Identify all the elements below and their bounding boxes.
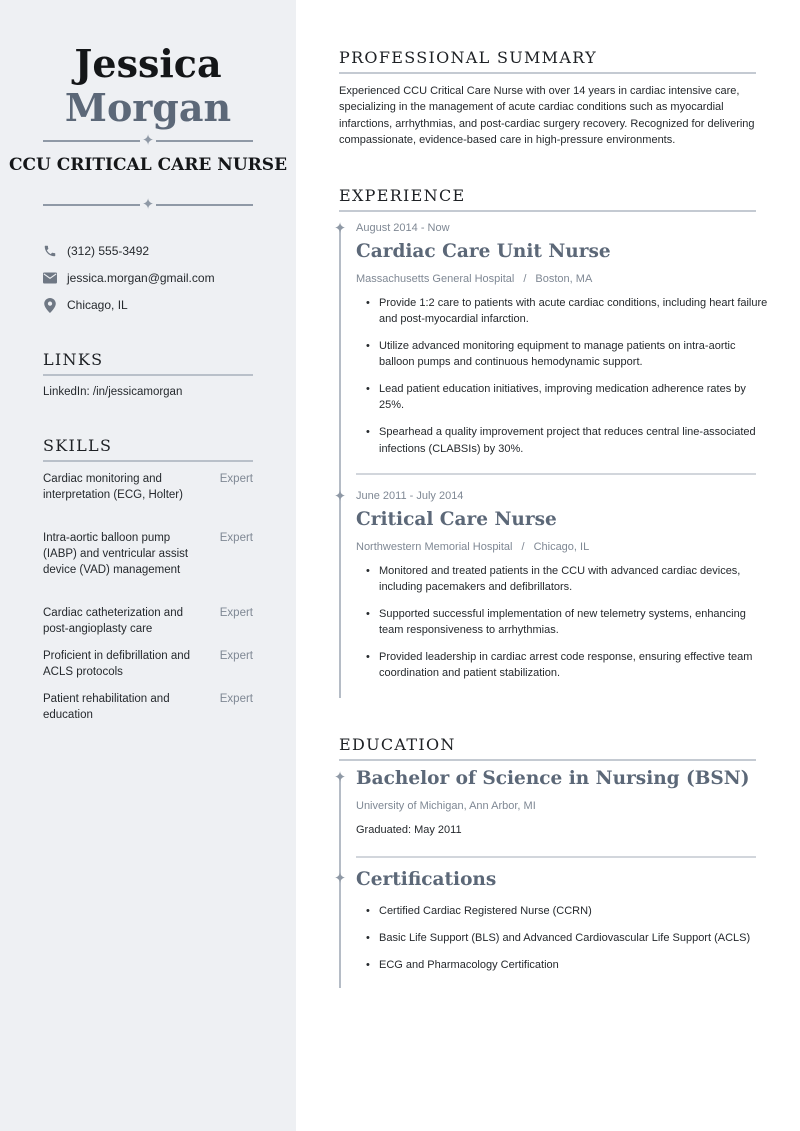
job-location: Boston, MA (535, 273, 593, 285)
envelope-icon (43, 271, 57, 285)
skill-name: Intra-aortic balloon pump (IABP) and ventricular assist device (VAD) management (43, 532, 189, 577)
list-item: • Spearhead a quality improvement project that reduces central line-associated infections (CLABSIs) by 30%. (366, 424, 771, 457)
experience-rule (339, 210, 756, 212)
job-title: CCU CRITICAL CARE NURSE (8, 155, 288, 175)
phone-icon (43, 244, 57, 258)
skills-rule (43, 460, 253, 462)
contact-email[interactable] (43, 269, 215, 287)
title-divider-bottom (43, 196, 253, 213)
sidebar (0, 0, 296, 1131)
last-name: Morgan (64, 85, 232, 130)
skill-item (43, 471, 253, 503)
certifications-heading: Certifications (356, 869, 497, 890)
skill-item (43, 691, 253, 723)
job-divider (356, 473, 756, 475)
skill-name: Cardiac monitoring and interpretation (ECG, Holter) (43, 473, 183, 502)
education-divider (356, 856, 756, 858)
experience-timeline (339, 228, 341, 698)
list-item: • Lead patient education initiatives, improving medication adherence rates by 25%. (366, 381, 771, 414)
job-location: Chicago, IL (533, 541, 590, 553)
job-employer-line: Northwestern Memorial Hospital / Chicago, IL (356, 541, 590, 553)
four-point-star-icon: ✦ (141, 196, 155, 213)
job-role: Cardiac Care Unit Nurse (356, 241, 611, 262)
job-dates: August 2014 - Now (356, 222, 450, 234)
contact-phone[interactable] (43, 242, 149, 260)
location-text: Chicago, IL (67, 298, 128, 312)
school-name: University of Michigan, Ann Arbor, MI (356, 800, 536, 812)
job-employer: Massachusetts General Hospital (356, 273, 515, 285)
skill-level: Expert (219, 650, 253, 662)
skill-item (43, 648, 253, 680)
skill-level: Expert (219, 532, 253, 544)
list-item: • Provided leadership in cardiac arrest code response, ensuring effective team coordination and patient stabilization. (366, 649, 771, 682)
skill-level: Expert (219, 607, 253, 619)
job-bullets (366, 563, 771, 682)
skill-item (43, 605, 253, 637)
skill-name: Proficient in defibrillation and ACLS protocols (43, 650, 191, 679)
summary-heading: PROFESSIONAL SUMMARY (339, 48, 597, 67)
job-bullets (366, 295, 771, 457)
list-item: • Utilize advanced monitoring equipment to manage patients on intra-aortic balloon pumps and continuous hemodynamic support. (366, 338, 771, 371)
title-divider-top (43, 132, 253, 149)
phone-text: (312) 555-3492 (67, 244, 150, 258)
summary-text: Experienced CCU Critical Care Nurse with over 14 years in cardiac intensive care, specializing in the management of acute cardiac conditions such as myocardial infarctions, arrhythmias, and post-cardiac surgery recovery. Recognized for delivering compassionate, evidence-based care in high-pressure environments. (339, 85, 755, 146)
job-role: Critical Care Nurse (356, 509, 557, 530)
list-item: • Supported successful implementation of new telemetry systems, enhancing team responsiveness to arrhythmias. (366, 606, 771, 639)
skill-level: Expert (219, 473, 253, 485)
list-item: • Provide 1:2 care to patients with acute cardiac conditions, including heart failure and post-myocardial infarction. (366, 295, 771, 328)
degree-title: Bachelor of Science in Nursing (BSN) (356, 768, 750, 789)
skill-name: Patient rehabilitation and education (43, 693, 170, 722)
education-heading: EDUCATION (339, 735, 456, 754)
four-point-star-icon: ✦ (333, 870, 347, 887)
list-item: • Monitored and treated patients in the CCU with advanced cardiac devices, including pacemakers and defibrillators. (366, 563, 771, 596)
list-item: • ECG and Pharmacology Certification (366, 957, 771, 973)
list-item: • Basic Life Support (BLS) and Advanced Cardiovascular Life Support (ACLS) (366, 930, 771, 946)
job-employer: Northwestern Memorial Hospital (356, 541, 513, 553)
four-point-star-icon: ✦ (333, 488, 347, 505)
experience-heading: EXPERIENCE (339, 186, 466, 205)
education-rule (339, 759, 756, 761)
map-pin-icon (43, 298, 57, 312)
summary-rule (339, 72, 756, 74)
first-name: Jessica (74, 41, 222, 86)
job-dates: June 2011 - July 2014 (356, 490, 464, 502)
skill-level: Expert (219, 693, 253, 705)
four-point-star-icon: ✦ (333, 769, 347, 786)
list-item: • Certified Cardiac Registered Nurse (CCRN) (366, 903, 771, 919)
skills-heading: SKILLS (43, 436, 113, 455)
skill-item (43, 530, 253, 579)
graduation-date: Graduated: May 2011 (356, 824, 462, 836)
linkedin-link[interactable]: LinkedIn: /in/jessicamorgan (43, 386, 183, 398)
four-point-star-icon: ✦ (141, 132, 155, 149)
certification-list (366, 903, 771, 973)
links-rule (43, 374, 253, 376)
links-heading: LINKS (43, 350, 104, 369)
skill-name: Cardiac catheterization and post-angioplasty care (43, 607, 183, 636)
four-point-star-icon: ✦ (333, 220, 347, 237)
email-text: jessica.morgan@gmail.com (67, 271, 215, 285)
contact-location (43, 296, 128, 314)
job-employer-line: Massachusetts General Hospital / Boston, MA (356, 273, 593, 285)
